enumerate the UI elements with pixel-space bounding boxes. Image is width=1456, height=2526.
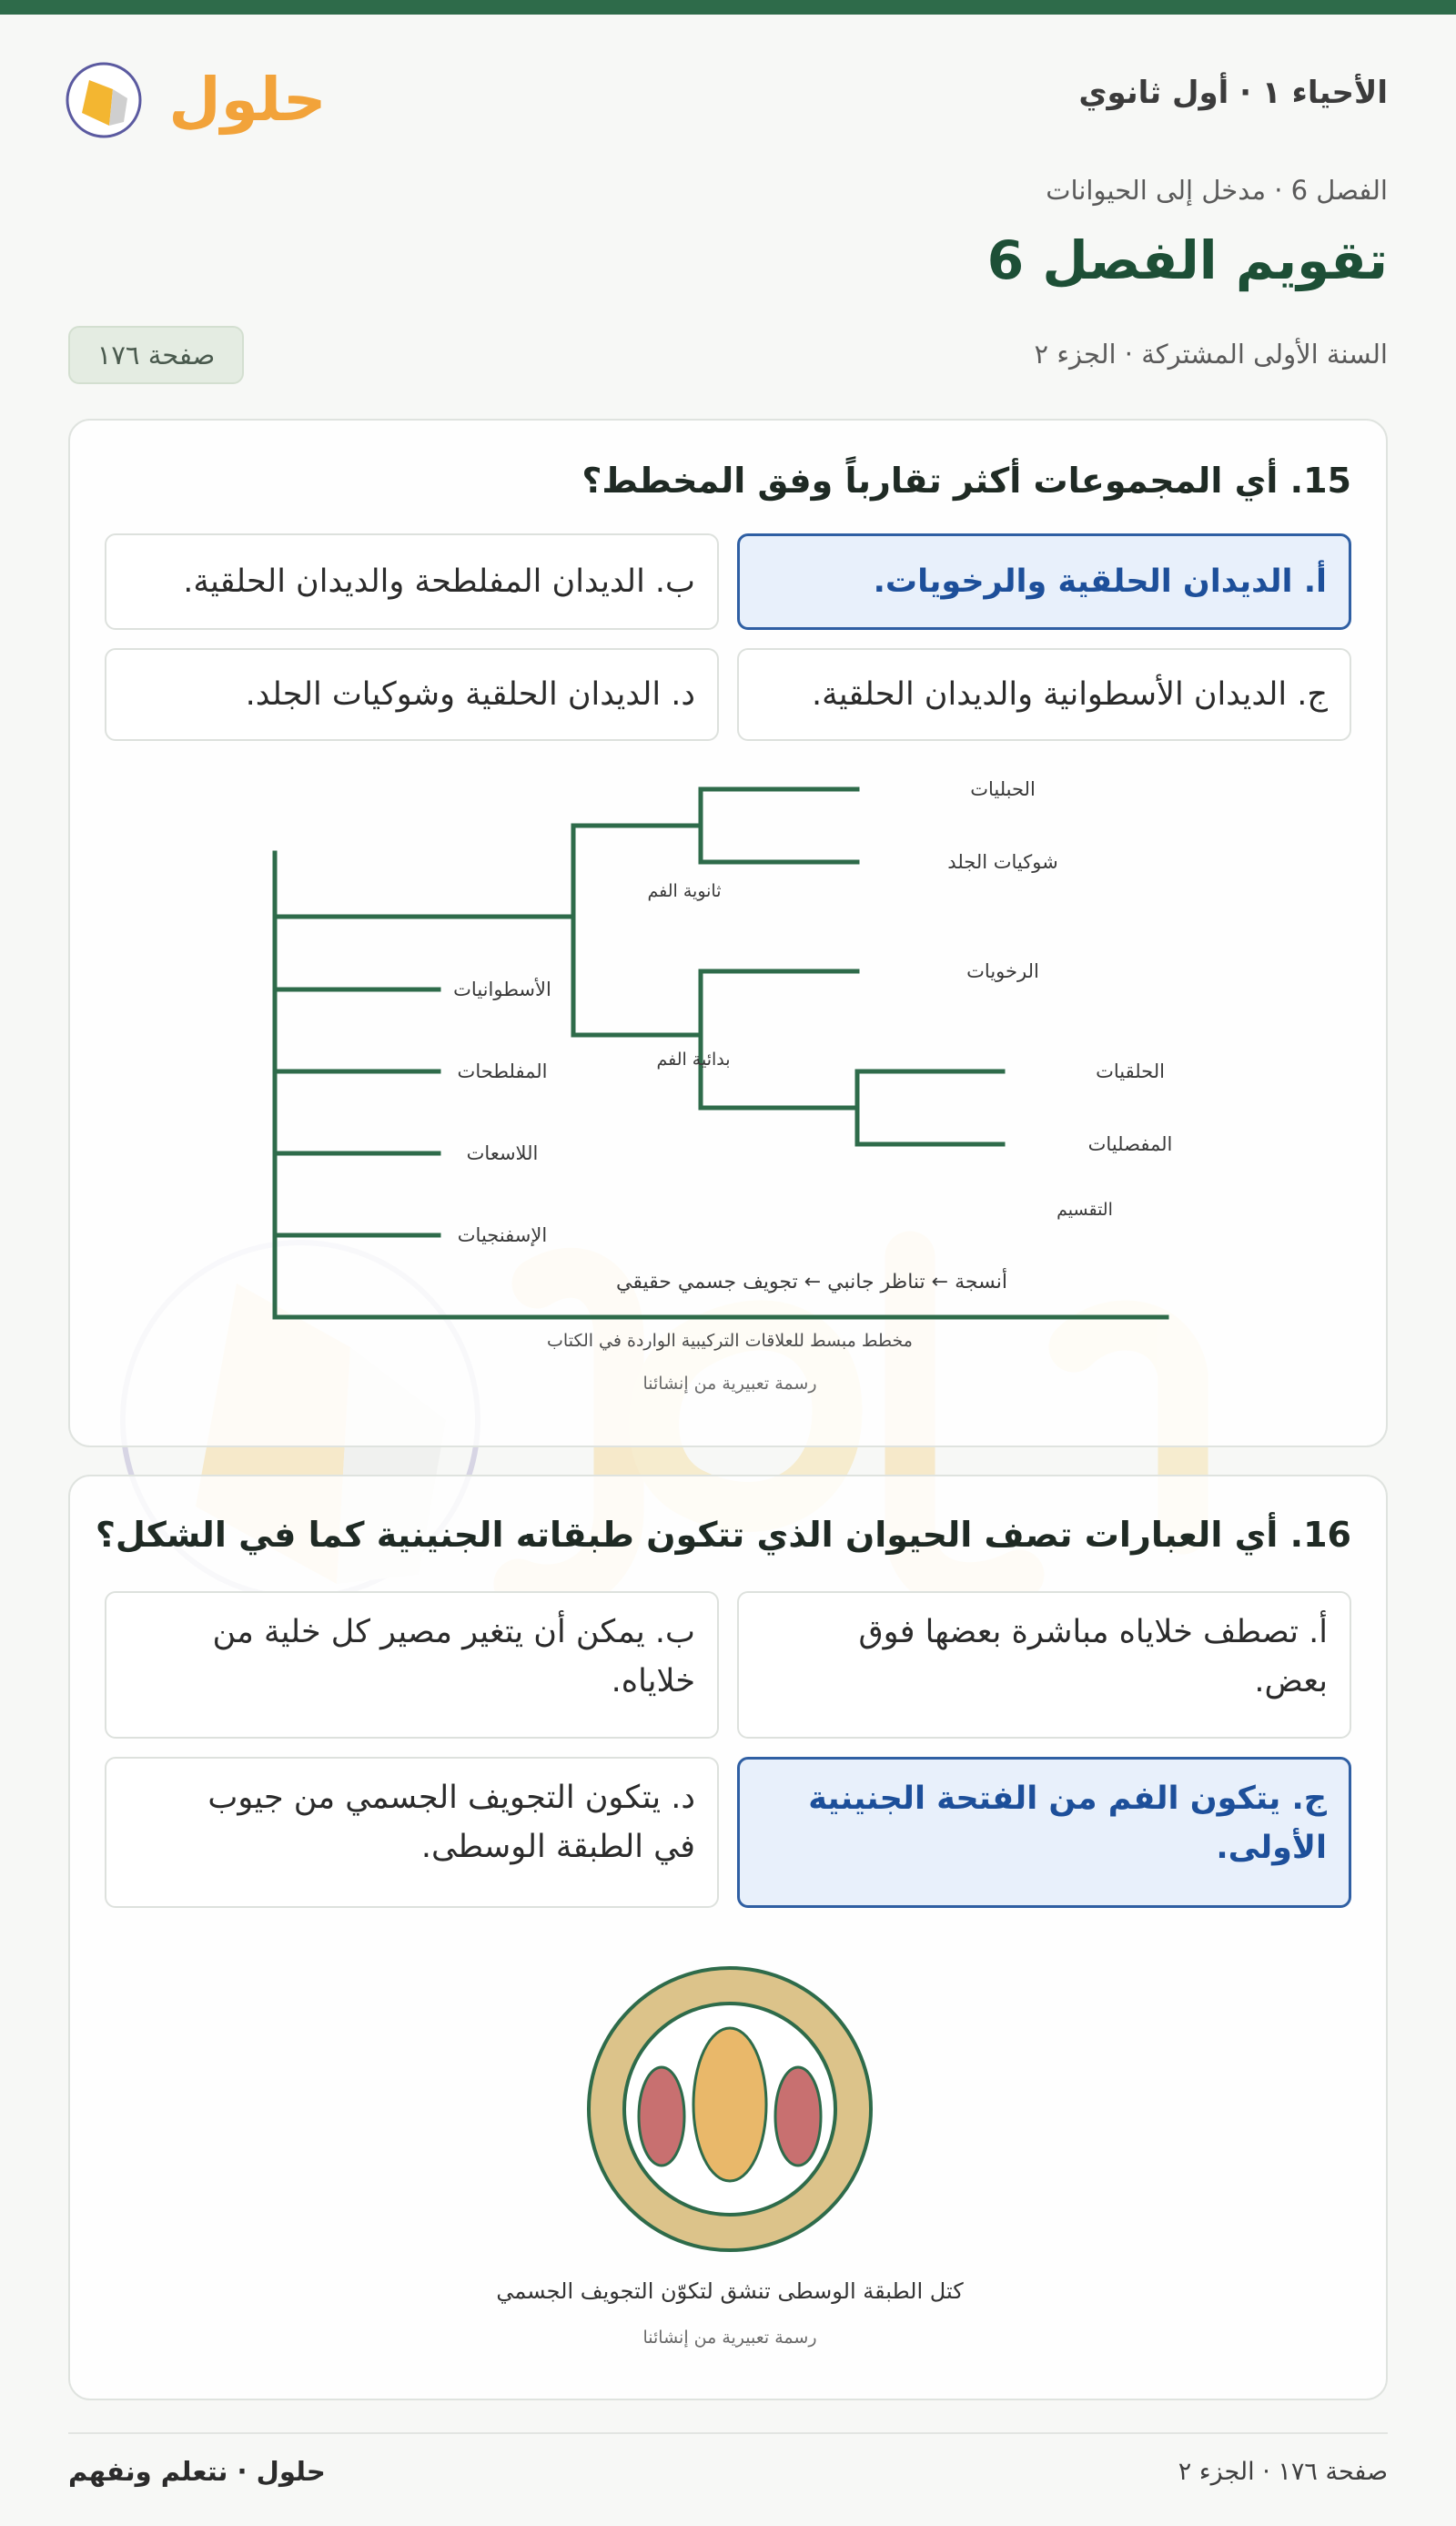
footer-divider xyxy=(68,2432,1388,2434)
q16-option-b-line1: ب. يمكن أن يتغير مصير كل خلية من xyxy=(212,1614,695,1650)
q16-option-a-line2: بعض. xyxy=(1254,1663,1328,1700)
top-accent-bar xyxy=(0,0,1456,15)
footer-page-number: صفحة ١٧٦ · الجزء ٢ xyxy=(1178,2458,1388,2486)
leaf-flatworms: المفلطحات xyxy=(457,1060,548,1082)
chapter-subtitle: الفصل 6 · مدخل إلى الحيوانات xyxy=(1046,175,1388,206)
leaf-mollusks: الرخويات xyxy=(966,960,1039,982)
node-segmentation: التقسيم xyxy=(1057,1200,1113,1220)
leaf-roundworms: الأسطوانيات xyxy=(453,979,551,1000)
q15-option-d-label: د. الديدان الحلقية وشوكيات الجلد. xyxy=(245,675,695,713)
leaf-chordates: الحبليات xyxy=(970,778,1036,800)
q16-option-d-line2: في الطبقة الوسطى. xyxy=(420,1829,695,1866)
leaf-sponges: الإسفنجيات xyxy=(457,1224,548,1246)
question-15-text: 15. أي المجموعات أكثر تقارباً وفق المخطط؟ xyxy=(581,461,1351,501)
node-protostomes: بدائية الفم xyxy=(656,1050,731,1070)
question-16-text: 16. أي العبارات تصف الحيوان الذي تتكون طبقاته الجنينية كما في الشكل؟ xyxy=(95,1515,1351,1555)
node-deuterostomes: ثانوية الفم xyxy=(647,881,722,901)
diagram-caption: مخطط مبسط للعلاقات التركيبية الواردة في الكتاب xyxy=(547,1331,913,1351)
q15-option-a-label: أ. الديدان الحلقية والرخويات. xyxy=(873,563,1327,600)
endoderm-gut xyxy=(693,2028,766,2181)
diagram-axis-label: أنسجة ← تناظر جانبي ← تجويف جسمي حقيقي xyxy=(616,1271,1007,1293)
page-number-badge: صفحة ١٧٦ xyxy=(68,326,244,384)
q15-option-c-label: ج. الديدان الأسطوانية والديدان الحلقية. xyxy=(811,675,1328,713)
q16-option-a-line1: أ. تصطف خلاياه مباشرة بعضها فوق xyxy=(858,1614,1328,1650)
page-title: تقويم الفصل 6 xyxy=(986,229,1388,291)
mesoderm-pouch-left xyxy=(639,2067,684,2166)
q16-option-c-line2: الأولى. xyxy=(1216,1830,1327,1867)
year-part-line: السنة الأولى المشتركة · الجزء ٢ xyxy=(1034,339,1388,370)
leaf-echinoderms: شوكيات الجلد xyxy=(947,851,1058,873)
logo-wordmark: حلول xyxy=(168,65,327,135)
leaf-cnidarians: اللاسعات xyxy=(466,1142,539,1164)
embryo-cross-section-figure xyxy=(70,1476,1386,2399)
phylogeny-diagram xyxy=(70,421,1386,1446)
halool-logo[interactable] xyxy=(66,46,327,146)
q16-option-d-line1: د. يتكون التجويف الجسمي من جيوب xyxy=(207,1780,695,1816)
mesoderm-pouch-right xyxy=(775,2067,821,2166)
footer-brand[interactable]: حلول · نتعلم ونفهم xyxy=(68,2456,326,2487)
question-16-card xyxy=(68,1475,1388,2400)
q15-option-b-label: ب. الديدان المفلطحة والديدان الحلقية. xyxy=(183,563,695,600)
question-15-card xyxy=(68,419,1388,1447)
q16-option-c-line1: ج. يتكون الفم من الفتحة الجنينية xyxy=(808,1780,1327,1817)
figure-credit: رسمة تعبيرية من إنشائنا xyxy=(642,2328,817,2348)
subject-heading: الأحياء ١ · أول ثانوي xyxy=(1078,75,1388,111)
leaf-arthropods: المفصليات xyxy=(1087,1133,1173,1155)
q16-option-b-line2: خلاياه. xyxy=(611,1663,695,1700)
diagram-credit: رسمة تعبيرية من إنشائنا xyxy=(642,1374,817,1394)
leaf-annelids: الحلقيات xyxy=(1096,1060,1165,1082)
figure-caption: كتل الطبقة الوسطى تنشق لتكوّن التجويف الجسمي xyxy=(496,2278,964,2304)
